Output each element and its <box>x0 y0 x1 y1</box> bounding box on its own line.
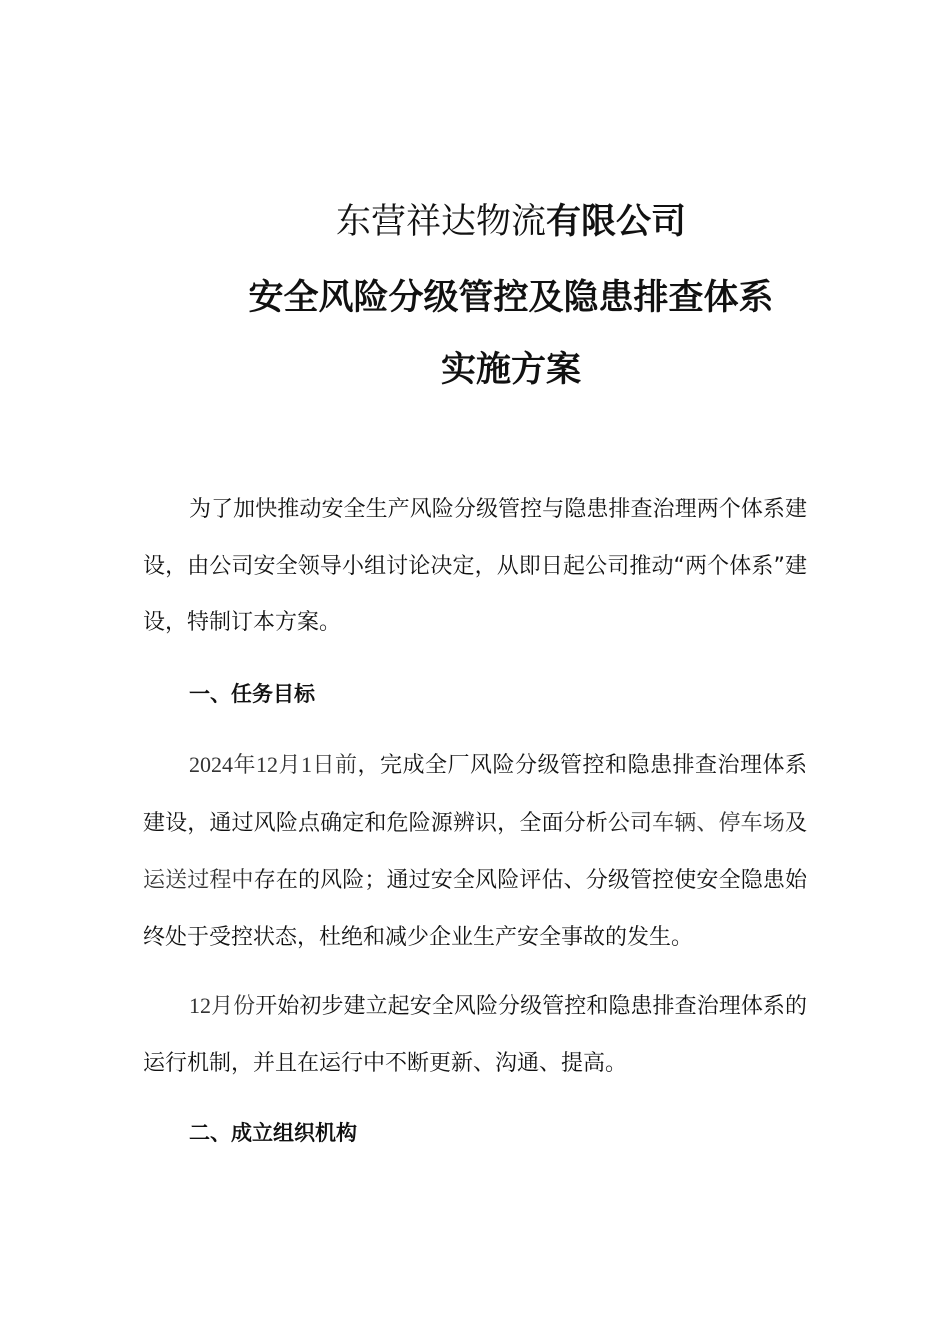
title-line-plan: 实施方案 <box>440 350 581 390</box>
task-text-and: 及 <box>784 810 807 836</box>
task-text-e: 存在的风险；通过安全风险评估、分级管控使安全隐患始终处于受控状态，杜绝和减少企业生产安全事故的发生。 <box>143 868 807 950</box>
task-text-mechanism: 开始初步建立起安全风险分级管控和隐患排查治理体系的运行机制，并且在运行中不断更新、沟通、提高。 <box>143 994 807 1076</box>
task-goal-paragraph-2 <box>143 978 807 1092</box>
task-text-transport: 运送过程中 <box>143 867 254 892</box>
title-line-system: 安全风险分级管控及隐患排查体系 <box>248 278 774 318</box>
section-heading-task-goal: 一、任务目标 <box>189 682 315 706</box>
title-company-regular: 东营祥达物流 <box>335 202 546 242</box>
deadline-date: 2024年12月1日前 <box>189 752 358 777</box>
task-text-a: ，完成全厂风险分级管控和隐患排查治理体系建设，通过风险点确定和危险源辨识，全面分析公司 <box>143 753 807 836</box>
title-line-company <box>36 200 950 244</box>
start-month: 12月份 <box>189 993 256 1018</box>
title-company-bold: 有限公司 <box>546 202 687 242</box>
task-goal-paragraph-1 <box>143 737 807 966</box>
task-text-vehicles: 车辆、停车场 <box>652 809 785 835</box>
section-heading-organization: 二、成立组织机构 <box>189 1121 357 1145</box>
intro-paragraph: 为了加快推动安全生产风险分级管控与隐患排查治理两个体系建设，由公司安全领导小组讨论决定，从即日起公司推动“两个体系”建设，特制订本方案。 <box>143 497 807 635</box>
